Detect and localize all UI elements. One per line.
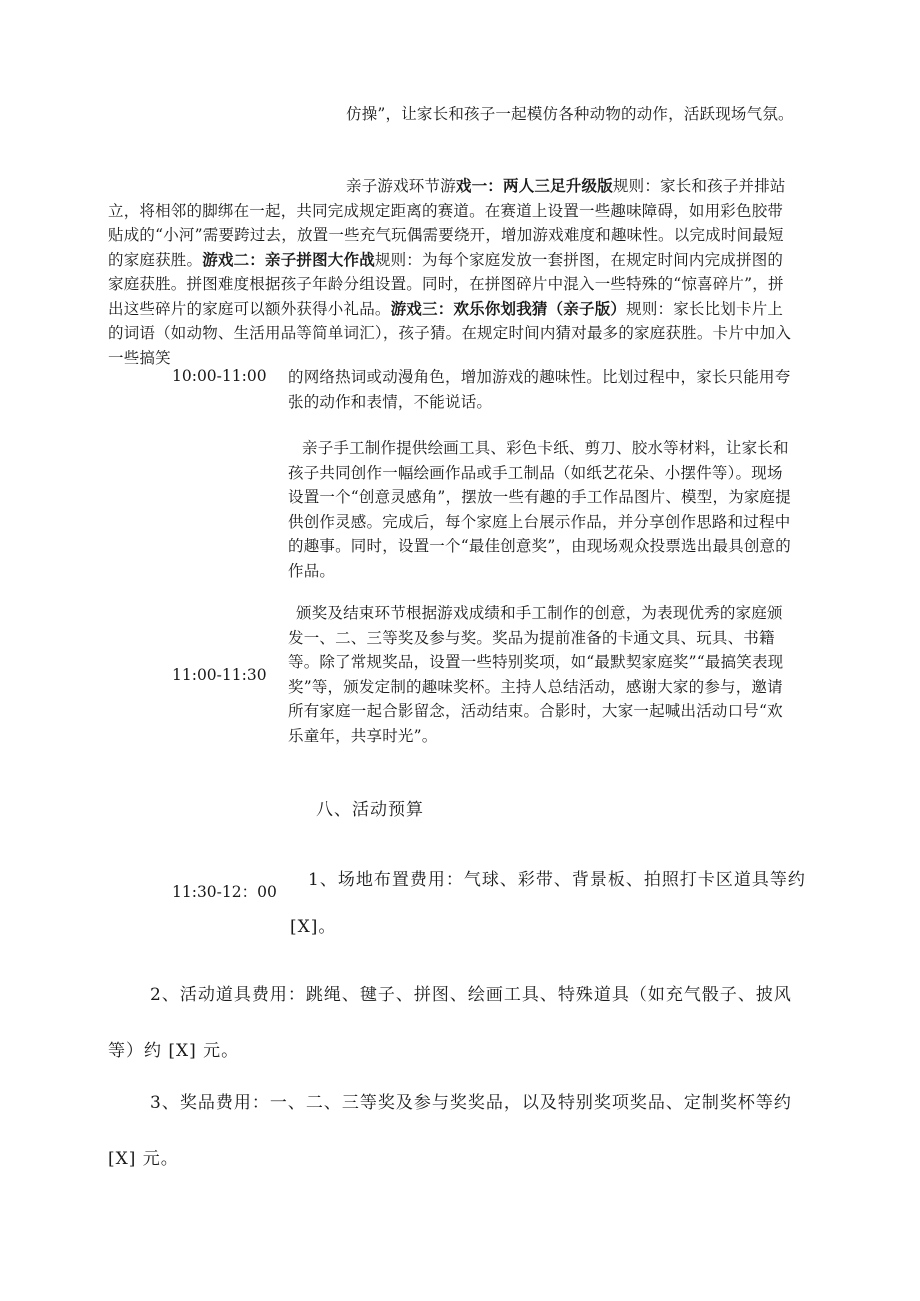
budget-item-3: 3、奖品费用：一、二、三等奖及参与奖奖品，以及特别奖项奖品、定制奖杯等约 [X] 元。: [108, 1093, 792, 1169]
game-3-rules: 规则：家长比划卡片上的词语（如动物、生活用品等简单词汇），孩子猜。在规定时间内猜对最多的家庭获胜。卡片中加入一些搞笑: [108, 299, 792, 367]
games-paragraph-continued: 的网络热词或动漫角色，增加游戏的趣味性。比划过程中，家长只能用夸张的动作和表情，不能说话。: [288, 368, 791, 411]
game-3-title: 游戏三：欢乐你划我猜（亲子版）: [390, 298, 627, 318]
budget-item-2: 2、活动道具费用：跳绳、毽子、拼图、绘画工具、特殊道具（如充气骰子、披风等）约 [X] 元。: [108, 985, 792, 1061]
game-1-rules: 规则：家长和孩子并排站立，将相邻的脚绑在一起，共同完成规定距离的赛道。在赛道上设置一些趣味障碍，如用彩色胶带贴成的“小河”需要跨过去，放置一些充气玩偶需要绕开，增加游戏难度和趣味性。以完成时间最短的家庭获胜。: [108, 177, 786, 269]
intro-paragraph: 仿操”，让家长和孩子一起模仿各种动物的动作，活跃现场气氛。: [346, 105, 794, 123]
time-slot-10-11: 10:00-11:00: [172, 367, 267, 385]
games-lead: 亲子游戏环节游: [346, 177, 456, 195]
game-2-title: 游戏二：亲子拼图大作战: [202, 249, 375, 269]
budget-heading: 八、活动预算: [316, 800, 424, 820]
budget-item-1: 1、场地布置费用：气球、彩带、背景板、拍照打卡区道具等约[X]。: [290, 870, 806, 937]
time-slot-1130-12: 11:30-12：00: [172, 883, 277, 901]
time-slot-11-1130: 11:00-11:30: [172, 666, 267, 684]
games-paragraph: [108, 174, 796, 370]
award-paragraph: 颁奖及结束环节根据游戏成绩和手工制作的创意，为表现优秀的家庭颁发一、二、三等奖及参与奖。奖品为提前准备的卡通文具、玩具、书籍等。除了常规奖品，设置一些特别奖项，如“最默契家庭奖”“最搞笑表现奖”等，颁发定制的趣味奖杯。主持人总结活动，感谢大家的参与，邀请所有家庭一起合影留念，活动结束。合影时，大家一起喊出活动口号“欢乐童年，共享时光”。: [288, 604, 784, 745]
craft-paragraph: 亲子手工制作提供绘画工具、彩色卡纸、剪刀、胶水等材料，让家长和孩子共同创作一幅绘画作品或手工制品（如纸艺花朵、小摆件等）。现场设置一个“创意灵感角”，摆放一些有趣的手工作品图片、模型，为家庭提供创作灵感。完成后，每个家庭上台展示作品，并分享创作思路和过程中的趣事。同时，设置一个“最佳创意奖”，由现场观众投票选出最具创意的作品。: [288, 439, 791, 580]
game-1-title: 戏一：两人三足升级版: [455, 176, 613, 195]
game-2-rules: 规则：为每个家庭发放一套拼图，在规定时间内完成拼图的家庭获胜。拼图难度根据孩子年龄分组设置。同时，在拼图碎片中混入一些特殊的“惊喜碎片”，拼出这些碎片的家庭可以额外获得小礼品。: [108, 250, 784, 318]
